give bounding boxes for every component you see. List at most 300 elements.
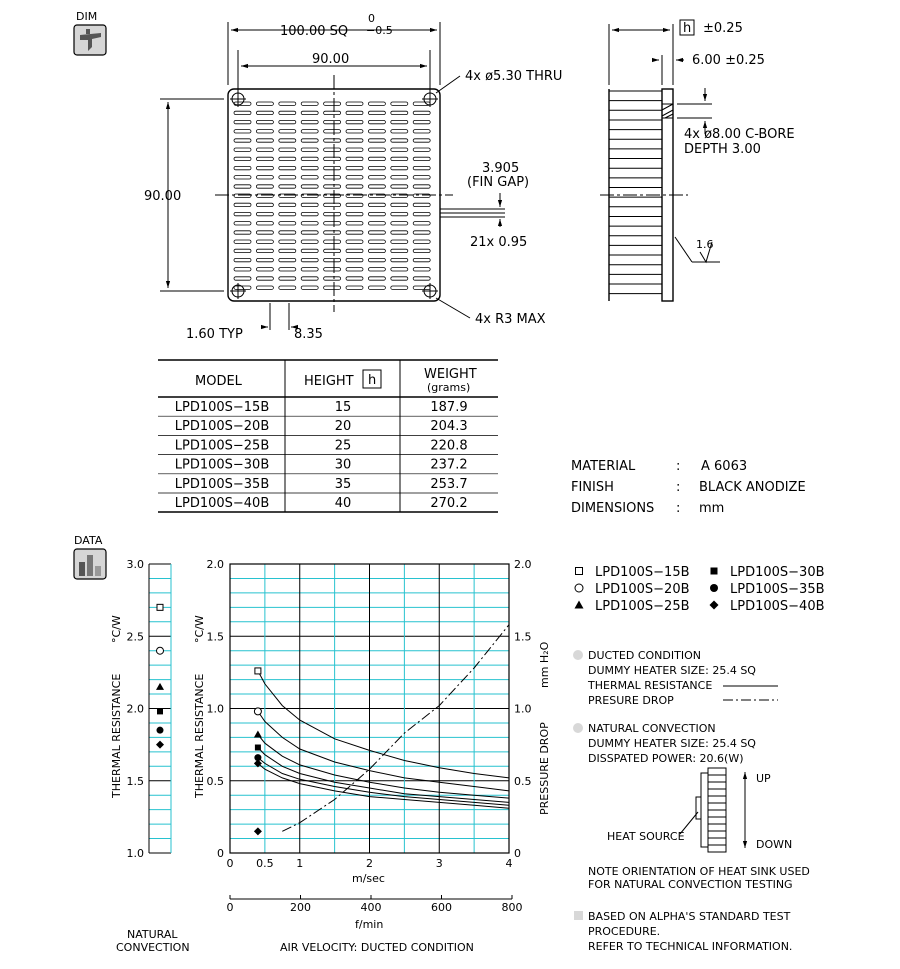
fin-slot bbox=[279, 268, 296, 271]
fin-slot bbox=[256, 166, 273, 169]
fin-slot bbox=[234, 231, 251, 234]
spec-value: mm bbox=[699, 501, 725, 516]
fin-slot bbox=[391, 249, 408, 252]
table-cell-model: LPD100S−35B bbox=[174, 476, 270, 492]
fin-slot bbox=[391, 277, 408, 280]
fin-slot bbox=[279, 157, 296, 160]
fin-slot bbox=[391, 102, 408, 105]
fin-slot bbox=[234, 203, 251, 206]
fin-slot bbox=[368, 258, 385, 261]
fin-slot bbox=[279, 277, 296, 280]
dim-h-tol: ±0.25 bbox=[703, 21, 743, 36]
natural-point bbox=[157, 647, 164, 654]
fin-slot bbox=[256, 212, 273, 215]
fin-slot bbox=[391, 120, 408, 123]
fin-slot bbox=[256, 231, 273, 234]
dim-holes: 4x ø5.30 THRU bbox=[465, 69, 563, 84]
fin-slot bbox=[413, 185, 430, 188]
fin-slot bbox=[368, 102, 385, 105]
fin-slot bbox=[256, 240, 273, 243]
table-cell-height: 25 bbox=[334, 438, 352, 454]
fin-slot bbox=[413, 166, 430, 169]
dim-pitch: 8.35 bbox=[294, 327, 323, 342]
dim-base: 6.00 ±0.25 bbox=[692, 53, 765, 68]
fin-slot bbox=[234, 277, 251, 280]
fin-slot bbox=[301, 102, 318, 105]
legend-marker bbox=[711, 568, 718, 575]
fin-slot bbox=[301, 111, 318, 114]
heatsink-base bbox=[701, 773, 708, 847]
fin-slot bbox=[346, 176, 363, 179]
fin-slot bbox=[346, 130, 363, 133]
fin-slot bbox=[346, 249, 363, 252]
fin-slot bbox=[234, 111, 251, 114]
table-body bbox=[175, 400, 468, 511]
fin-slot bbox=[279, 166, 296, 169]
fin-slot bbox=[279, 111, 296, 114]
fin-slot bbox=[368, 286, 385, 289]
main-y-tick: 0 bbox=[217, 847, 224, 860]
air-velocity-label: AIR VELOCITY: DUCTED CONDITION bbox=[280, 941, 474, 954]
fin-slot bbox=[234, 212, 251, 215]
natural-y-label: THERMAL RESISTANCE bbox=[110, 673, 123, 798]
legend-marker bbox=[576, 568, 583, 575]
dim-fins: 21x 0.95 bbox=[470, 235, 528, 250]
fin-slot bbox=[301, 166, 318, 169]
fin-slot bbox=[346, 185, 363, 188]
fin-slot bbox=[413, 157, 430, 160]
fmin-tick: 200 bbox=[290, 901, 311, 914]
data-section-label: DATA bbox=[74, 534, 103, 547]
bar-chart-icon bbox=[74, 549, 106, 579]
fin-slots bbox=[234, 102, 430, 289]
x-label-fmin: f/min bbox=[355, 918, 384, 931]
fin-slot bbox=[234, 268, 251, 271]
fin-slot bbox=[301, 120, 318, 123]
main-x-tick: 4 bbox=[505, 857, 513, 870]
main-y-tick: 0.5 bbox=[206, 774, 224, 788]
main-y2-label: PRESSURE DROP bbox=[538, 722, 551, 815]
table-cell-model: LPD100S−20B bbox=[174, 419, 270, 435]
fin-slot bbox=[368, 185, 385, 188]
fin-slot bbox=[391, 166, 408, 169]
fin-slot bbox=[346, 222, 363, 225]
fin-slot bbox=[234, 166, 251, 169]
fin-slot bbox=[324, 176, 341, 179]
fin-slot bbox=[391, 176, 408, 179]
main-y-tick: 1.5 bbox=[206, 630, 224, 644]
fin-slot bbox=[368, 277, 385, 280]
note-heat-source: HEAT SOURCE bbox=[607, 830, 685, 843]
fin-slot bbox=[324, 231, 341, 234]
fin-slot bbox=[346, 166, 363, 169]
fin-slot bbox=[368, 240, 385, 243]
fin-slot bbox=[279, 130, 296, 133]
dim-depth: DEPTH 3.00 bbox=[684, 142, 761, 157]
fin-slot bbox=[346, 102, 363, 105]
fin-slot bbox=[413, 139, 430, 142]
main-y-label: THERMAL RESISTANCE bbox=[193, 673, 206, 798]
fin-slot bbox=[256, 249, 273, 252]
fin-slot bbox=[346, 139, 363, 142]
table-header-height-box: h bbox=[368, 373, 377, 388]
natural-label-2: CONVECTION bbox=[116, 941, 190, 954]
natural-point bbox=[157, 708, 163, 714]
fin-slot bbox=[391, 286, 408, 289]
fin-slot bbox=[324, 166, 341, 169]
fin-slot bbox=[391, 212, 408, 215]
fin-slot bbox=[391, 185, 408, 188]
natural-y-tick: 2.0 bbox=[126, 702, 144, 716]
table-cell-height: 20 bbox=[334, 419, 352, 435]
series-start-point bbox=[255, 668, 261, 674]
fin-slot bbox=[234, 222, 251, 225]
natural-y-tick: 3.0 bbox=[126, 558, 144, 571]
fin-slot bbox=[391, 203, 408, 206]
fin-slot bbox=[413, 277, 430, 280]
fin-slot bbox=[391, 157, 408, 160]
fin-slot bbox=[301, 231, 318, 234]
fin-slot bbox=[391, 139, 408, 142]
fin-slot bbox=[391, 222, 408, 225]
fin-slot bbox=[256, 130, 273, 133]
legend-label: LPD100S−15B bbox=[595, 565, 690, 580]
fin-slot bbox=[256, 286, 273, 289]
note-ducted-heater: DUMMY HEATER SIZE: 25.4 SQ bbox=[588, 664, 756, 677]
note-down: DOWN bbox=[756, 838, 793, 851]
fin-slot bbox=[234, 120, 251, 123]
fin-slot bbox=[413, 176, 430, 179]
table-header-grams: (grams) bbox=[427, 381, 471, 394]
dim-typ: 1.60 TYP bbox=[186, 327, 243, 342]
fin-slot bbox=[391, 258, 408, 261]
table-header-weight: WEIGHT bbox=[424, 367, 477, 382]
note-ducted-title: DUCTED CONDITION bbox=[588, 649, 701, 662]
fin-slot bbox=[256, 176, 273, 179]
fin-slot bbox=[346, 277, 363, 280]
table-cell-weight: 237.2 bbox=[430, 457, 468, 473]
table-cell-height: 15 bbox=[334, 400, 352, 415]
fin-slot bbox=[279, 249, 296, 252]
note-natural-heater: DUMMY HEATER SIZE: 25.4 SQ bbox=[588, 737, 756, 750]
fin-slot bbox=[256, 111, 273, 114]
table-header-height: HEIGHT bbox=[304, 374, 354, 389]
fin-slot bbox=[413, 130, 430, 133]
fin-slot bbox=[234, 139, 251, 142]
table-cell-height: 35 bbox=[334, 476, 352, 492]
fin-slot bbox=[234, 176, 251, 179]
spec-sep: : bbox=[676, 501, 681, 516]
fin-slot bbox=[324, 240, 341, 243]
fin-slot bbox=[279, 240, 296, 243]
fin-slot bbox=[256, 258, 273, 261]
fin-slot bbox=[346, 111, 363, 114]
note-natural-power: DISSPATED POWER: 20.6(W) bbox=[588, 752, 744, 765]
fin-slot bbox=[256, 120, 273, 123]
fin-slot bbox=[413, 222, 430, 225]
fin-slot bbox=[301, 240, 318, 243]
heat-source-block bbox=[696, 797, 701, 819]
caliper-icon bbox=[74, 25, 106, 55]
fin-slot bbox=[279, 212, 296, 215]
fin-slot bbox=[301, 139, 318, 142]
fin-slot bbox=[413, 212, 430, 215]
fin-slot bbox=[279, 258, 296, 261]
fin-slot bbox=[324, 102, 341, 105]
fin-slot bbox=[234, 240, 251, 243]
fin-slot bbox=[279, 231, 296, 234]
natural-convection-chart bbox=[127, 558, 172, 860]
fin-slot bbox=[279, 148, 296, 151]
fin-slot bbox=[346, 212, 363, 215]
main-y2-tick: 1.0 bbox=[514, 702, 532, 716]
note-orient-1: NOTE ORIENTATION OF HEAT SINK USED bbox=[588, 865, 810, 878]
note-ducted-pd: PRESURE DROP bbox=[588, 694, 674, 707]
pressure-drop-line bbox=[282, 625, 509, 832]
x-label-msec: m/sec bbox=[352, 872, 385, 885]
table-cell-weight: 270.2 bbox=[430, 496, 468, 511]
extra-point bbox=[254, 827, 262, 835]
main-y2-tick: 0.5 bbox=[514, 774, 532, 788]
dim-tol-top: 0 bbox=[368, 12, 375, 25]
legend-label: LPD100S−20B bbox=[595, 582, 690, 597]
fin-slot bbox=[279, 176, 296, 179]
fin-slot bbox=[301, 286, 318, 289]
fin-slot bbox=[301, 157, 318, 160]
fin-slot bbox=[368, 268, 385, 271]
fin-slot bbox=[256, 185, 273, 188]
thermal-resistance-line bbox=[258, 671, 509, 778]
fin-slot bbox=[301, 148, 318, 151]
fin-slot bbox=[279, 102, 296, 105]
legend-label: LPD100S−40B bbox=[730, 599, 825, 614]
fin-slot bbox=[324, 185, 341, 188]
natural-y-tick: 1.5 bbox=[126, 774, 144, 788]
fin-slot bbox=[324, 277, 341, 280]
fin-slot bbox=[301, 185, 318, 188]
fin-slot bbox=[324, 249, 341, 252]
table-cell-weight: 220.8 bbox=[430, 438, 468, 454]
fin-slot bbox=[391, 148, 408, 151]
table-cell-weight: 204.3 bbox=[430, 419, 468, 435]
main-y-tick: 2.0 bbox=[206, 558, 224, 571]
dim-radius: 4x R3 MAX bbox=[475, 312, 546, 327]
fin-slot bbox=[391, 111, 408, 114]
legend-marker bbox=[710, 601, 719, 610]
fin-slot bbox=[391, 268, 408, 271]
fin-slot bbox=[301, 268, 318, 271]
fin-slot bbox=[368, 166, 385, 169]
table-cell-model: LPD100S−15B bbox=[174, 400, 270, 415]
natural-y-tick: 1.0 bbox=[126, 847, 144, 860]
note-based-2: PROCEDURE. bbox=[588, 925, 661, 938]
orientation-diagram bbox=[680, 768, 745, 852]
spec-key: FINISH bbox=[571, 480, 614, 495]
main-x-tick: 1 bbox=[296, 857, 304, 870]
fin-slot bbox=[368, 120, 385, 123]
spec-key: MATERIAL bbox=[571, 459, 636, 474]
fin-slot bbox=[324, 157, 341, 160]
spec-key: DIMENSIONS bbox=[571, 501, 655, 516]
fin-slot bbox=[324, 258, 341, 261]
note-based-3: REFER TO TECHNICAL INFORMATION. bbox=[588, 940, 793, 953]
fin-slot bbox=[346, 157, 363, 160]
natural-point bbox=[156, 683, 164, 690]
fin-slot bbox=[346, 148, 363, 151]
dim-cbore: 4x ø8.00 C-BORE bbox=[684, 127, 795, 142]
dim-h-box: h bbox=[683, 21, 692, 36]
fin-slot bbox=[413, 258, 430, 261]
fin-slot bbox=[256, 222, 273, 225]
main-y2-tick: 2.0 bbox=[514, 558, 532, 571]
main-x-tick: 2 bbox=[366, 857, 373, 870]
main-y-unit: °C/W bbox=[193, 615, 206, 643]
fin-slot bbox=[301, 258, 318, 261]
series-start-point bbox=[254, 708, 261, 715]
spec-value: A 6063 bbox=[701, 459, 748, 474]
fin-slot bbox=[324, 120, 341, 123]
main-x-tick: 3 bbox=[435, 857, 443, 870]
spec-value: BLACK ANODIZE bbox=[699, 480, 806, 495]
fin-slot bbox=[346, 286, 363, 289]
fin-slot bbox=[234, 249, 251, 252]
natural-y-tick: 2.5 bbox=[126, 630, 144, 644]
fmin-tick: 800 bbox=[501, 901, 523, 914]
legend-label: LPD100S−35B bbox=[730, 582, 825, 597]
fin-slot bbox=[324, 222, 341, 225]
fin-slot bbox=[324, 139, 341, 142]
main-x-tick: 0.5 bbox=[256, 857, 274, 870]
fin-slot bbox=[324, 212, 341, 215]
fin-slot bbox=[279, 222, 296, 225]
note-based-1: BASED ON ALPHA'S STANDARD TEST bbox=[588, 910, 791, 923]
spec-sep: : bbox=[676, 480, 681, 495]
fin-slot bbox=[368, 203, 385, 206]
main-y2-tick: 1.5 bbox=[514, 630, 532, 644]
table-cell-weight: 253.7 bbox=[430, 476, 468, 492]
fin-slot bbox=[324, 286, 341, 289]
fin-slot bbox=[346, 258, 363, 261]
natural-point bbox=[157, 604, 163, 610]
fmin-tick: 400 bbox=[360, 901, 382, 914]
legend-marker bbox=[710, 584, 718, 592]
fin-slot bbox=[279, 203, 296, 206]
table-cell-weight: 187.9 bbox=[430, 400, 468, 415]
series-start-point bbox=[254, 731, 262, 738]
natural-label-1: NATURAL bbox=[127, 928, 178, 941]
note-ducted-tr: THERMAL RESISTANCE bbox=[588, 679, 713, 692]
fin-slot bbox=[256, 139, 273, 142]
fmin-tick: 600 bbox=[431, 901, 452, 914]
fin-slot bbox=[256, 157, 273, 160]
fin-slot bbox=[324, 203, 341, 206]
dim-inner: 90.00 bbox=[312, 52, 350, 67]
fin-slot bbox=[413, 111, 430, 114]
fin-slot bbox=[368, 130, 385, 133]
table-cell-model: LPD100S−40B bbox=[174, 496, 270, 511]
fin-slot bbox=[301, 176, 318, 179]
fin-slot bbox=[391, 240, 408, 243]
fin-slot bbox=[301, 130, 318, 133]
fin-slot bbox=[324, 148, 341, 151]
main-y2-unit: mm H₂O bbox=[538, 641, 551, 688]
fin-slot bbox=[368, 157, 385, 160]
natural-point bbox=[157, 727, 164, 734]
fin-slot bbox=[368, 212, 385, 215]
fin-slot bbox=[368, 231, 385, 234]
fin-slot bbox=[413, 203, 430, 206]
fin-slot bbox=[346, 231, 363, 234]
note-natural-title: NATURAL CONVECTION bbox=[588, 722, 716, 735]
fin-slot bbox=[256, 102, 273, 105]
fin-slot bbox=[346, 240, 363, 243]
main-y-tick: 1.0 bbox=[206, 702, 224, 716]
fin-slot bbox=[324, 111, 341, 114]
fin-slot bbox=[368, 111, 385, 114]
fin-slot bbox=[346, 268, 363, 271]
dim-fin-gap-label: (FIN GAP) bbox=[467, 175, 530, 190]
fin-slot bbox=[368, 139, 385, 142]
front-view bbox=[160, 22, 505, 330]
table-cell-model: LPD100S−25B bbox=[174, 438, 270, 454]
legend-marker bbox=[575, 584, 583, 592]
note-orient-2: FOR NATURAL CONVECTION TESTING bbox=[588, 878, 793, 891]
fin-slot bbox=[234, 130, 251, 133]
fin-slot bbox=[234, 185, 251, 188]
fin-slot bbox=[413, 268, 430, 271]
table-cell-model: LPD100S−30B bbox=[174, 457, 270, 473]
fin-slot bbox=[368, 249, 385, 252]
table-cell-height: 40 bbox=[334, 496, 352, 511]
fin-slot bbox=[256, 203, 273, 206]
ducted-condition-chart bbox=[207, 558, 532, 914]
fin-slot bbox=[346, 120, 363, 123]
fin-slot bbox=[301, 212, 318, 215]
legend-label: LPD100S−30B bbox=[730, 565, 825, 580]
dim-overall: 100.00 SQ bbox=[280, 24, 349, 39]
dim-side-height: 90.00 bbox=[144, 189, 182, 204]
fin-slot bbox=[234, 258, 251, 261]
legend-label: LPD100S−25B bbox=[595, 599, 690, 614]
fin-slot bbox=[391, 231, 408, 234]
fin-slot bbox=[324, 130, 341, 133]
main-x-tick: 0 bbox=[226, 857, 234, 870]
table-cell-height: 30 bbox=[334, 457, 352, 473]
fin-slot bbox=[234, 148, 251, 151]
fin-slot bbox=[413, 249, 430, 252]
table-header-model: MODEL bbox=[195, 374, 242, 389]
legend bbox=[575, 565, 825, 614]
fin-slot bbox=[279, 139, 296, 142]
series-start-point bbox=[255, 745, 261, 751]
fmin-tick: 0 bbox=[226, 901, 234, 914]
fin-slot bbox=[413, 231, 430, 234]
note-up: UP bbox=[756, 772, 771, 785]
natural-y-unit: °C/W bbox=[110, 615, 123, 643]
fin-slot bbox=[256, 277, 273, 280]
fin-slot bbox=[391, 130, 408, 133]
fin-slot bbox=[256, 148, 273, 151]
fin-slot bbox=[279, 286, 296, 289]
fin-slot bbox=[301, 249, 318, 252]
fin-slot bbox=[368, 176, 385, 179]
fin-slot bbox=[301, 277, 318, 280]
natural-point bbox=[156, 741, 164, 749]
dim-tol-bottom: −0.5 bbox=[366, 24, 393, 37]
fin-slot bbox=[346, 203, 363, 206]
fin-slot bbox=[413, 240, 430, 243]
dim-fin-gap-value: 3.905 bbox=[482, 161, 520, 176]
